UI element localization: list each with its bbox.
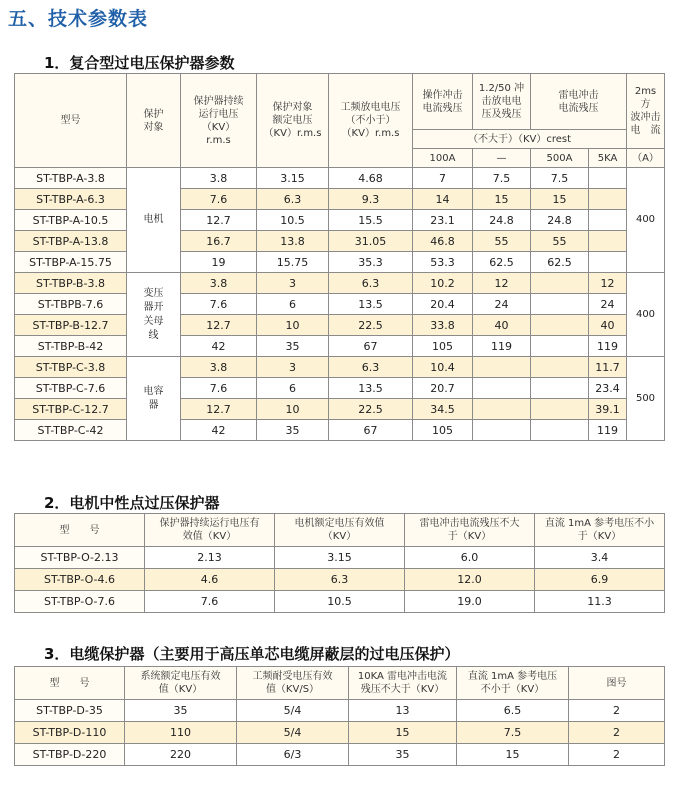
table-row [15, 547, 665, 569]
table-row [15, 357, 665, 378]
value-cell: 14 [413, 189, 473, 210]
value-cell: 16.7 [181, 231, 257, 252]
table-row [15, 744, 665, 766]
value-cell: 13 [349, 700, 457, 722]
value-cell [531, 420, 589, 441]
table-row [15, 722, 665, 744]
value-cell: 12.7 [181, 315, 257, 336]
header-protect-target: 保护 对象 [127, 74, 181, 168]
value-cell: 24 [589, 294, 627, 315]
value-cell: 2 [569, 722, 665, 744]
value-cell [473, 378, 531, 399]
model-cell: ST-TBP-O-2.13 [15, 547, 145, 569]
value-cell: 15 [473, 189, 531, 210]
value-cell: 67 [329, 336, 413, 357]
table-row [15, 378, 665, 399]
value-cell: 3.4 [535, 547, 665, 569]
value-cell: 10.4 [413, 357, 473, 378]
value-cell: 4.68 [329, 168, 413, 189]
value-cell: 3.15 [275, 547, 405, 569]
value-cell: 7.5 [457, 722, 569, 744]
value-cell: 19 [181, 252, 257, 273]
value-cell: 6.9 [535, 569, 665, 591]
value-cell: 5/4 [237, 722, 349, 744]
value-cell: 67 [329, 420, 413, 441]
value-cell: 3.8 [181, 168, 257, 189]
page-title: 五、技术参数表 [8, 8, 149, 30]
column-header: 10KA 雷电冲击电流 残压不大于（KV） [349, 667, 457, 700]
value-cell: 12 [589, 273, 627, 294]
value-cell: 24 [473, 294, 531, 315]
protect-target-cell: 电容 器 [127, 357, 181, 441]
header-rated-voltage: 保护对象 额定电压 （KV）r.m.s [257, 74, 329, 168]
table-row [15, 273, 665, 294]
header-100a: 100A [413, 149, 473, 168]
table-row [15, 336, 665, 357]
value-cell [473, 399, 531, 420]
value-cell: 40 [473, 315, 531, 336]
column-header: 保护器持续运行电压有 效值（KV） [145, 514, 275, 547]
value-cell: 7.6 [145, 591, 275, 613]
value-cell: 22.5 [329, 315, 413, 336]
column-header: 型 号 [15, 667, 125, 700]
value-cell [531, 399, 589, 420]
value-cell: 105 [413, 336, 473, 357]
value-cell: 31.05 [329, 231, 413, 252]
model-cell: ST-TBP-B-42 [15, 336, 127, 357]
value-cell: 3.15 [257, 168, 329, 189]
model-cell: ST-TBP-B-3.8 [15, 273, 127, 294]
header-1250-impulse: 1.2/50 冲 击放电电 压及残压 [473, 74, 531, 130]
header-lightning-impulse: 雷电冲击 电流残压 [531, 74, 627, 130]
value-cell: 12.7 [181, 210, 257, 231]
value-cell: 12 [473, 273, 531, 294]
table-row [15, 700, 665, 722]
value-cell: 15.75 [257, 252, 329, 273]
model-cell: ST-TBP-A-13.8 [15, 231, 127, 252]
table-row [15, 189, 665, 210]
value-cell: 6 [257, 294, 329, 315]
value-cell: 13.5 [329, 378, 413, 399]
value-cell: 46.8 [413, 231, 473, 252]
value-cell [589, 189, 627, 210]
value-cell: 55 [531, 231, 589, 252]
value-cell [531, 378, 589, 399]
value-cell: 2 [569, 700, 665, 722]
value-cell: 6.3 [257, 189, 329, 210]
value-cell: 119 [589, 420, 627, 441]
value-cell: 6.0 [405, 547, 535, 569]
model-cell: ST-TBP-A-10.5 [15, 210, 127, 231]
value-cell: 19.0 [405, 591, 535, 613]
value-cell: 34.5 [413, 399, 473, 420]
value-cell: 10.5 [257, 210, 329, 231]
column-header: 直流 1mA 参考电压 不小于（KV） [457, 667, 569, 700]
model-cell: ST-TBP-A-3.8 [15, 168, 127, 189]
value-cell: 13.8 [257, 231, 329, 252]
value-cell: 9.3 [329, 189, 413, 210]
value-cell: 12.7 [181, 399, 257, 420]
value-cell [531, 273, 589, 294]
value-cell: 53.3 [413, 252, 473, 273]
value-cell: 20.4 [413, 294, 473, 315]
value-cell: 15.5 [329, 210, 413, 231]
value-cell: 15 [531, 189, 589, 210]
value-cell: 24.8 [531, 210, 589, 231]
model-cell: ST-TBP-O-7.6 [15, 591, 145, 613]
value-cell: 119 [473, 336, 531, 357]
value-cell: 40 [589, 315, 627, 336]
protect-target-cell: 电机 [127, 168, 181, 273]
value-cell: 10.2 [413, 273, 473, 294]
value-cell: 39.1 [589, 399, 627, 420]
value-cell [531, 315, 589, 336]
section2-title: 2．电机中性点过压保护器 [44, 494, 220, 512]
protect-target-cell: 变压 器开 关母 线 [127, 273, 181, 357]
model-cell: ST-TBP-O-4.6 [15, 569, 145, 591]
header-unit-a: （A） [627, 149, 665, 168]
value-cell: 23.4 [589, 378, 627, 399]
value-cell: 42 [181, 336, 257, 357]
value-cell: 11.3 [535, 591, 665, 613]
value-cell: 35 [257, 336, 329, 357]
header-continuous-voltage: 保护器持续 运行电压 （KV） r.m.s [181, 74, 257, 168]
value-cell: 42 [181, 420, 257, 441]
value-cell: 6.3 [329, 357, 413, 378]
column-header: 雷电冲击电流残压不大 于（KV） [405, 514, 535, 547]
value-cell: 3 [257, 357, 329, 378]
header-power-frequency: 工频放电电压 （不小于） （KV）r.m.s [329, 74, 413, 168]
header-5ka: 5KA [589, 149, 627, 168]
square-wave-current-cell: 500 [627, 357, 665, 441]
model-cell: ST-TBP-D-220 [15, 744, 125, 766]
value-cell: 22.5 [329, 399, 413, 420]
value-cell [473, 357, 531, 378]
column-header: 图号 [569, 667, 665, 700]
value-cell [589, 252, 627, 273]
value-cell: 105 [413, 420, 473, 441]
value-cell: 7 [413, 168, 473, 189]
value-cell: 7.6 [181, 294, 257, 315]
composite-protector-table [14, 73, 665, 441]
table-row [15, 420, 665, 441]
value-cell [473, 420, 531, 441]
table-row [15, 252, 665, 273]
value-cell: 7.6 [181, 378, 257, 399]
table-row [15, 591, 665, 613]
value-cell: 35 [125, 700, 237, 722]
value-cell: 3.8 [181, 273, 257, 294]
value-cell: 7.6 [181, 189, 257, 210]
model-cell: ST-TBP-A-15.75 [15, 252, 127, 273]
value-cell: 24.8 [473, 210, 531, 231]
value-cell: 15 [349, 722, 457, 744]
value-cell: 6/3 [237, 744, 349, 766]
square-wave-current-cell: 400 [627, 273, 665, 357]
table-row [15, 168, 665, 189]
header-not-greater: （不大于）（KV）crest [413, 130, 627, 149]
header-model: 型号 [15, 74, 127, 168]
model-cell: ST-TBP-D-35 [15, 700, 125, 722]
value-cell: 35 [349, 744, 457, 766]
value-cell: 3.8 [181, 357, 257, 378]
section1-title: 1．复合型过电压保护器参数 [44, 54, 235, 72]
model-cell: ST-TBPB-7.6 [15, 294, 127, 315]
value-cell: 11.7 [589, 357, 627, 378]
value-cell: 12.0 [405, 569, 535, 591]
model-cell: ST-TBP-C-12.7 [15, 399, 127, 420]
header-square-wave: 2ms 方 波冲击 电 流 [627, 74, 665, 149]
value-cell: 10 [257, 399, 329, 420]
model-cell: ST-TBP-B-12.7 [15, 315, 127, 336]
table-row [15, 569, 665, 591]
value-cell: 62.5 [531, 252, 589, 273]
value-cell: 220 [125, 744, 237, 766]
model-cell: ST-TBP-C-42 [15, 420, 127, 441]
model-cell: ST-TBP-A-6.3 [15, 189, 127, 210]
value-cell: 2 [569, 744, 665, 766]
value-cell [531, 294, 589, 315]
value-cell: 55 [473, 231, 531, 252]
table-row [15, 294, 665, 315]
square-wave-current-cell: 400 [627, 168, 665, 273]
value-cell: 23.1 [413, 210, 473, 231]
value-cell: 20.7 [413, 378, 473, 399]
value-cell: 3 [257, 273, 329, 294]
value-cell: 6.3 [329, 273, 413, 294]
table-row [15, 315, 665, 336]
value-cell [589, 210, 627, 231]
value-cell: 6.5 [457, 700, 569, 722]
value-cell: 110 [125, 722, 237, 744]
value-cell: 13.5 [329, 294, 413, 315]
column-header: 型 号 [15, 514, 145, 547]
value-cell: 35.3 [329, 252, 413, 273]
value-cell [589, 231, 627, 252]
table-row [15, 210, 665, 231]
value-cell: 15 [457, 744, 569, 766]
table-row [15, 399, 665, 420]
header-500a: 500A [531, 149, 589, 168]
header-dash: — [473, 149, 531, 168]
value-cell: 119 [589, 336, 627, 357]
model-cell: ST-TBP-C-3.8 [15, 357, 127, 378]
value-cell: 4.6 [145, 569, 275, 591]
value-cell: 7.5 [531, 168, 589, 189]
column-header: 系统额定电压有效 值（KV） [125, 667, 237, 700]
value-cell [531, 357, 589, 378]
neutral-protector-table [14, 513, 665, 613]
table-row [15, 231, 665, 252]
model-cell: ST-TBP-C-7.6 [15, 378, 127, 399]
value-cell: 6 [257, 378, 329, 399]
section3-title: 3．电缆保护器（主要用于高压单芯电缆屏蔽层的过电压保护） [44, 645, 460, 663]
cable-protector-table [14, 666, 665, 766]
value-cell: 10.5 [275, 591, 405, 613]
value-cell: 33.8 [413, 315, 473, 336]
value-cell: 35 [257, 420, 329, 441]
column-header: 直流 1mA 参考电压不小 于（KV） [535, 514, 665, 547]
value-cell [589, 168, 627, 189]
value-cell: 2.13 [145, 547, 275, 569]
value-cell [531, 336, 589, 357]
value-cell: 5/4 [237, 700, 349, 722]
header-operating-impulse: 操作冲击 电流残压 [413, 74, 473, 130]
value-cell: 7.5 [473, 168, 531, 189]
value-cell: 10 [257, 315, 329, 336]
column-header: 电机额定电压有效值 （KV） [275, 514, 405, 547]
value-cell: 6.3 [275, 569, 405, 591]
model-cell: ST-TBP-D-110 [15, 722, 125, 744]
column-header: 工频耐受电压有效 值（KV/S） [237, 667, 349, 700]
value-cell: 62.5 [473, 252, 531, 273]
